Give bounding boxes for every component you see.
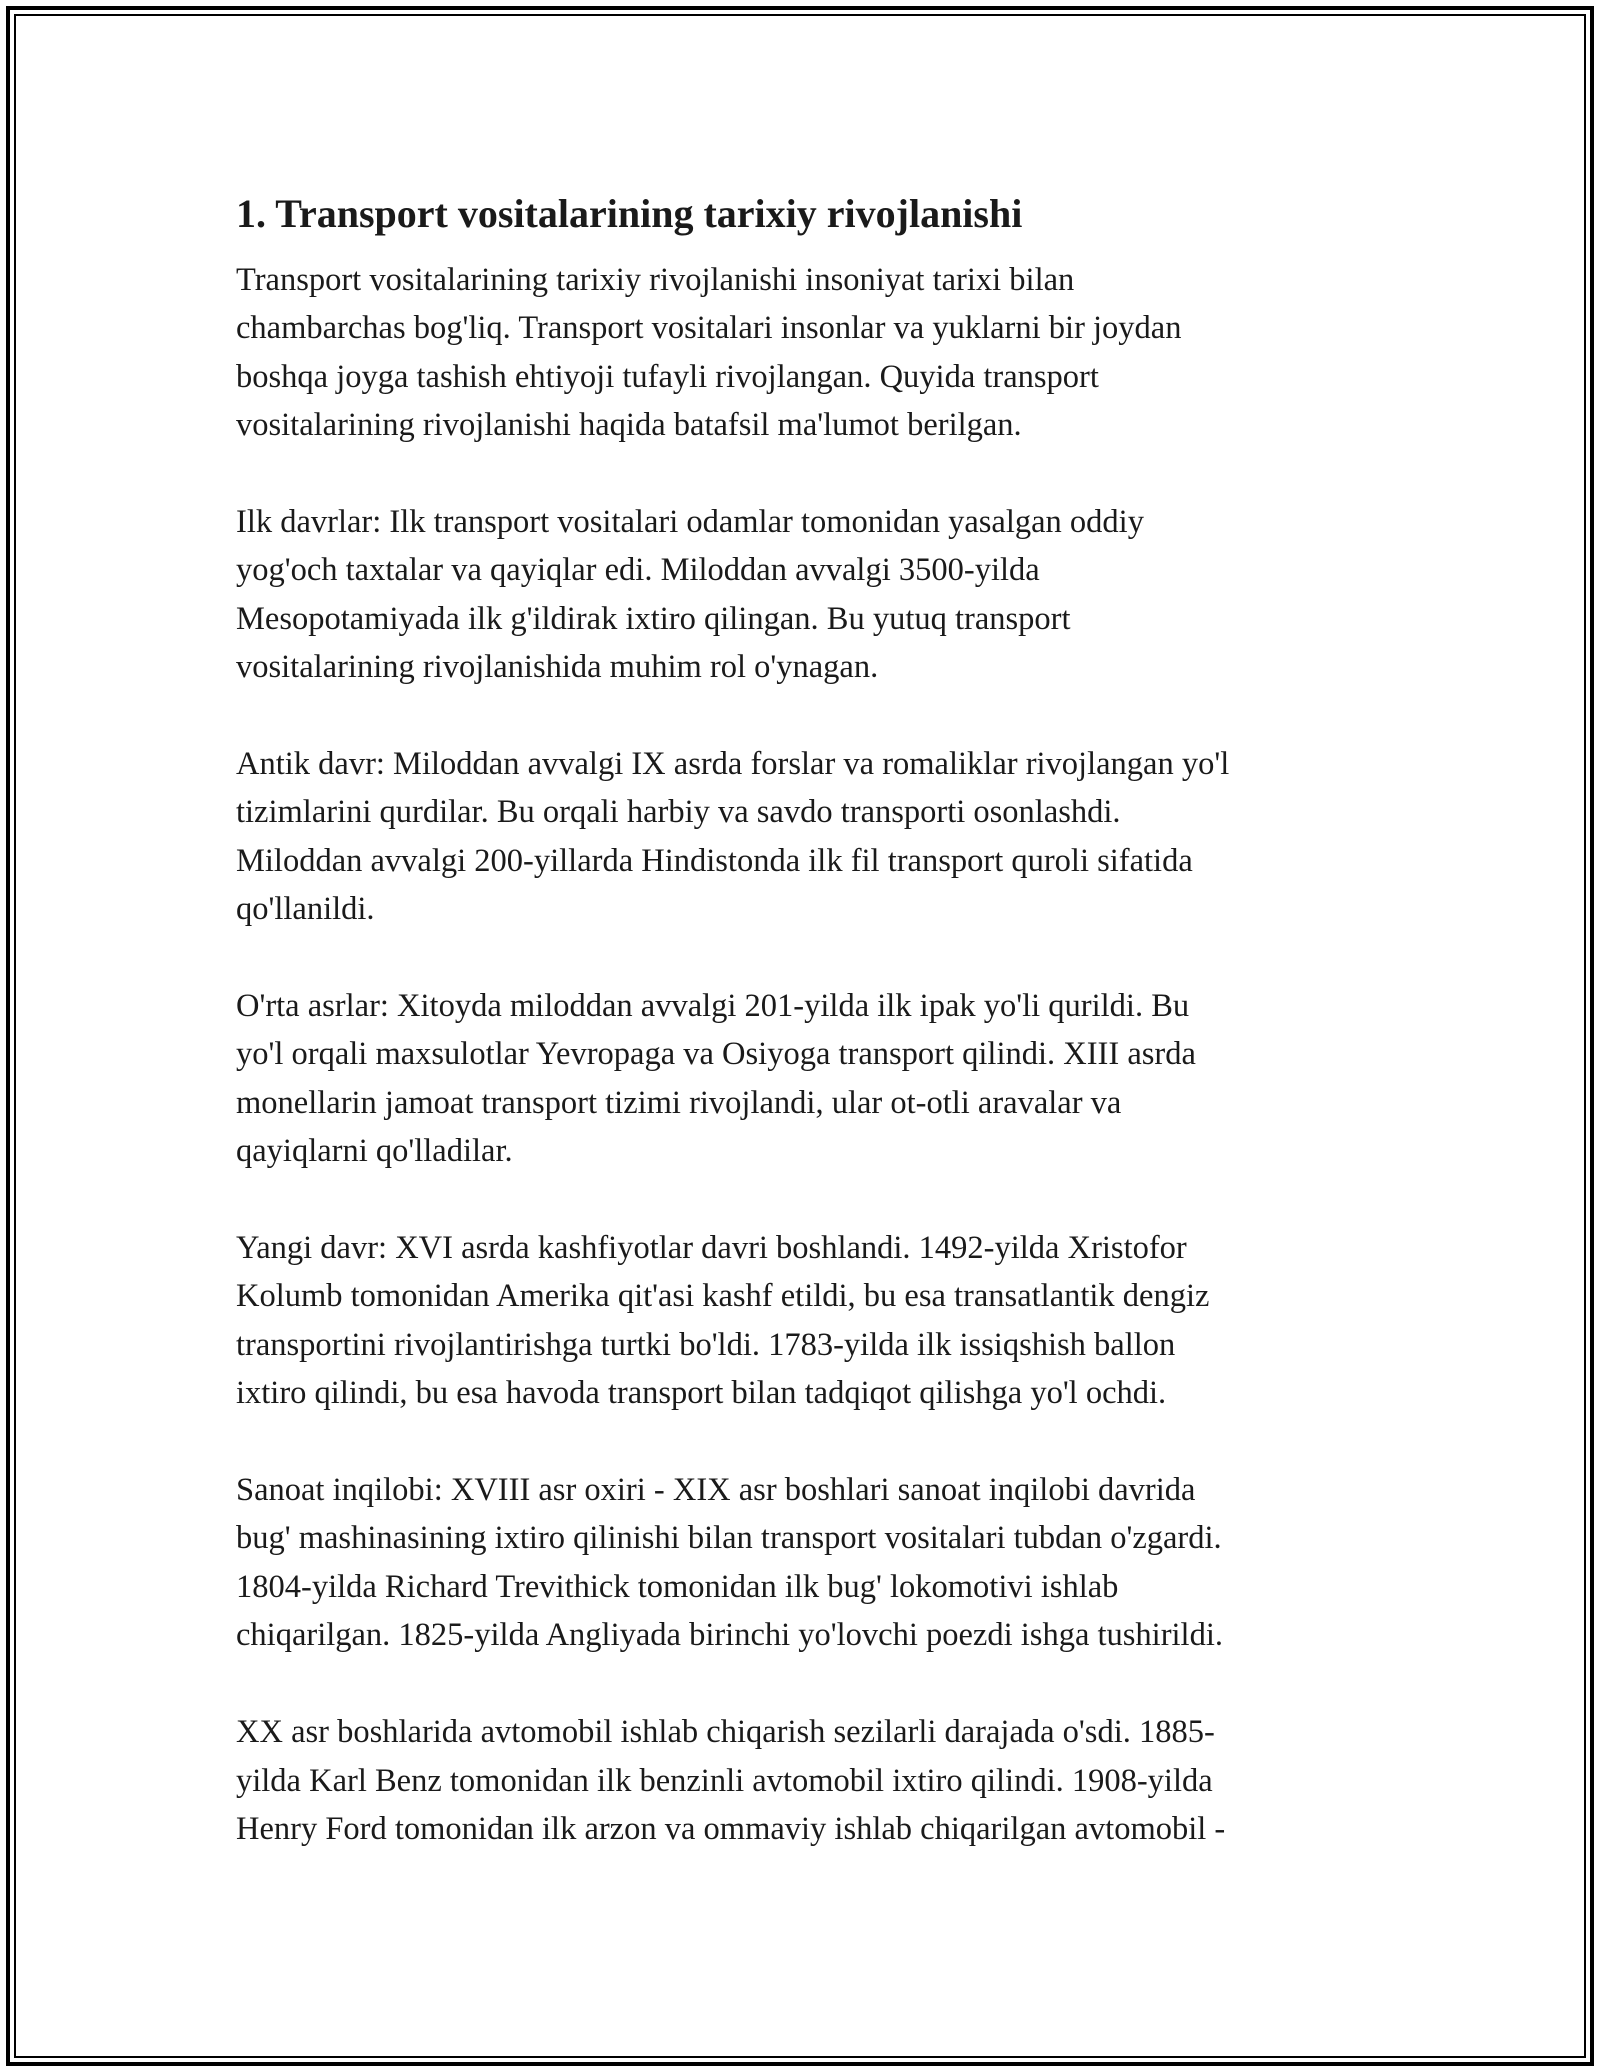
paragraph-early-periods: Ilk davrlar: Ilk transport vositalari odamlar tomonidan yasalgan oddiy yog'och taxtalar va qayiqlar edi. Miloddan avvalgi 3500-yilda Mesopotamiyada ilk g'ildirak ixtiro qilingan. Bu yutuq transport vositalarining rivojlanishida muhim rol o'ynagan. bbox=[236, 504, 1144, 686]
paragraph-intro: Transport vositalarining tarixiy rivojlanishi insoniyat tarixi bilan chambarchas bog'liq. Transport vositalari insonlar va yuklarni bir joydan boshqa joyga tashish ehtiyoji tufayli rivojlangan. Quyida transport vositalarining rivojlanishi haqida batafsil ma'lumot berilgan. bbox=[236, 262, 1182, 444]
document-body bbox=[236, 186, 1366, 1902]
paragraph-middle-ages: O'rta asrlar: Xitoyda miloddan avvalgi 201-yilda ilk ipak yo'li qurildi. Bu yo'l orqali maxsulotlar Yevropaga va Osiyoga transport qilindi. XIII asrda monellarin jamoat transport tizimi rivojlandi, ular ot-otli aravalar va qayiqlarni qo'lladilar. bbox=[236, 988, 1196, 1170]
paragraph-new-era: Yangi davr: XVI asrda kashfiyotlar davri boshlandi. 1492-yilda Xristofor Kolumb tomonidan Amerika qit'asi kashf etildi, bu esa transatlantik dengiz transportini rivojlantirishga turtki bo'ldi. 1783-yilda ilk issiqshish ballon ixtiro qilindi, bu esa havoda transport bilan tadqiqot qilishga yo'l ochdi. bbox=[236, 1230, 1210, 1412]
section-heading: 1. Transport vositalarining tarixiy rivojlanishi bbox=[236, 191, 1023, 236]
paragraph-twentieth-century: XX asr boshlarida avtomobil ishlab chiqarish sezilarli darajada o'sdi. 1885- yilda Karl Benz tomonidan ilk benzinli avtomobil ixtiro qilindi. 1908-yilda Henry Ford tomonidan ilk arzon va ommaviy ishlab chiqarilgan avtomobil - bbox=[236, 1714, 1226, 1847]
paragraph-antiquity: Antik davr: Miloddan avvalgi IX asrda forslar va romaliklar rivojlangan yo'l tizimlarini qurdilar. Bu orqali harbiy va savdo transporti osonlashdi. Miloddan avvalgi 200-yillarda Hindistonda ilk fil transport quroli sifatida qo'llanildi. bbox=[236, 746, 1230, 928]
paragraph-industrial-revolution: Sanoat inqilobi: XVIII asr oxiri - XIX asr boshlari sanoat inqilobi davrida bug' mashinasining ixtiro qilinishi bilan transport vositalari tubdan o'zgardi. 1804-yilda Richard Trevithick tomonidan ilk bug' lokomotivi ishlab chiqarilgan. 1825-yilda Angliyada birinchi yo'lovchi poezdi ishga tushirildi. bbox=[236, 1472, 1223, 1654]
